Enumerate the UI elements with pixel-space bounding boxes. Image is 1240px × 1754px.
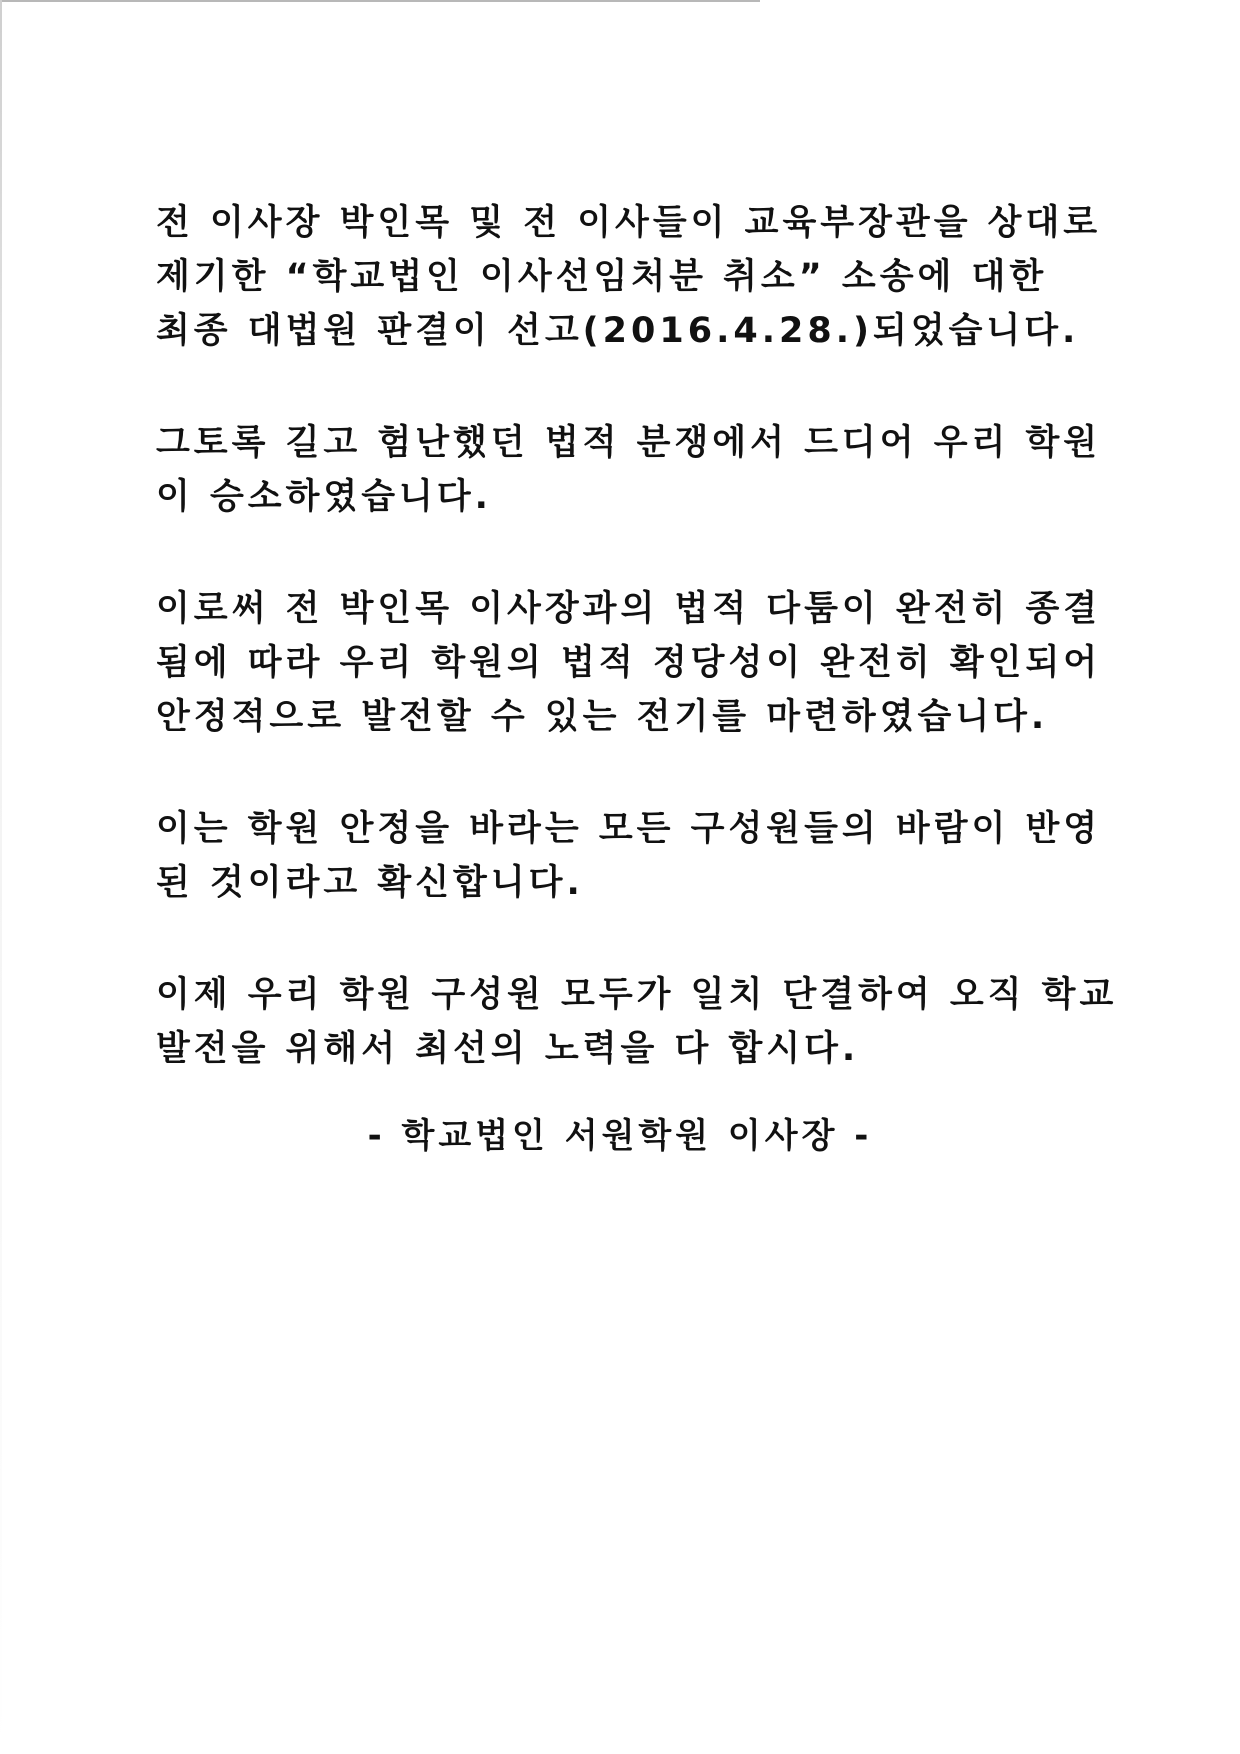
paragraph-verdict [156, 196, 1102, 358]
text-line: 그토록 길고 험난했던 법적 분쟁에서 드디어 우리 학원 [156, 423, 1102, 463]
text-line: 발전을 위해서 최선의 노력을 다 합시다. [156, 1029, 860, 1069]
paragraph-conviction [156, 802, 1102, 910]
text-line: 된 것이라고 확신합니다. [156, 863, 584, 903]
scan-edge-top [0, 0, 760, 2]
text-line: 전 이사장 박인목 및 전 이사들이 교육부장관을 상대로 [156, 203, 1102, 243]
signature: - 학교법인 서원학원 이사장 - [367, 1116, 873, 1156]
text-line: 이로써 전 박인목 이사장과의 법적 다툼이 완전히 종결 [156, 589, 1102, 629]
text-line: 이는 학원 안정을 바라는 모든 구성원들의 바람이 반영 [156, 809, 1102, 849]
text-line: 이 승소하였습니다. [156, 477, 492, 517]
scan-edge-left [0, 0, 2, 1754]
paragraph-victory [156, 416, 1102, 524]
text-line: 최종 대법원 판결이 선고(2016.4.28.)되었습니다. [156, 311, 1080, 351]
letter-body [156, 196, 1118, 1134]
text-line: 이제 우리 학원 구성원 모두가 일치 단결하여 오직 학교 [156, 975, 1118, 1015]
text-line: 안정적으로 발전할 수 있는 전기를 마련하였습니다. [156, 697, 1049, 737]
paragraph-legitimacy [156, 582, 1102, 744]
paragraph-unity [156, 968, 1118, 1076]
text-line: 제기한 “학교법인 이사선임처분 취소” 소송에 대한 [156, 257, 1048, 297]
text-line: 됨에 따라 우리 학원의 법적 정당성이 완전히 확인되어 [156, 643, 1102, 683]
